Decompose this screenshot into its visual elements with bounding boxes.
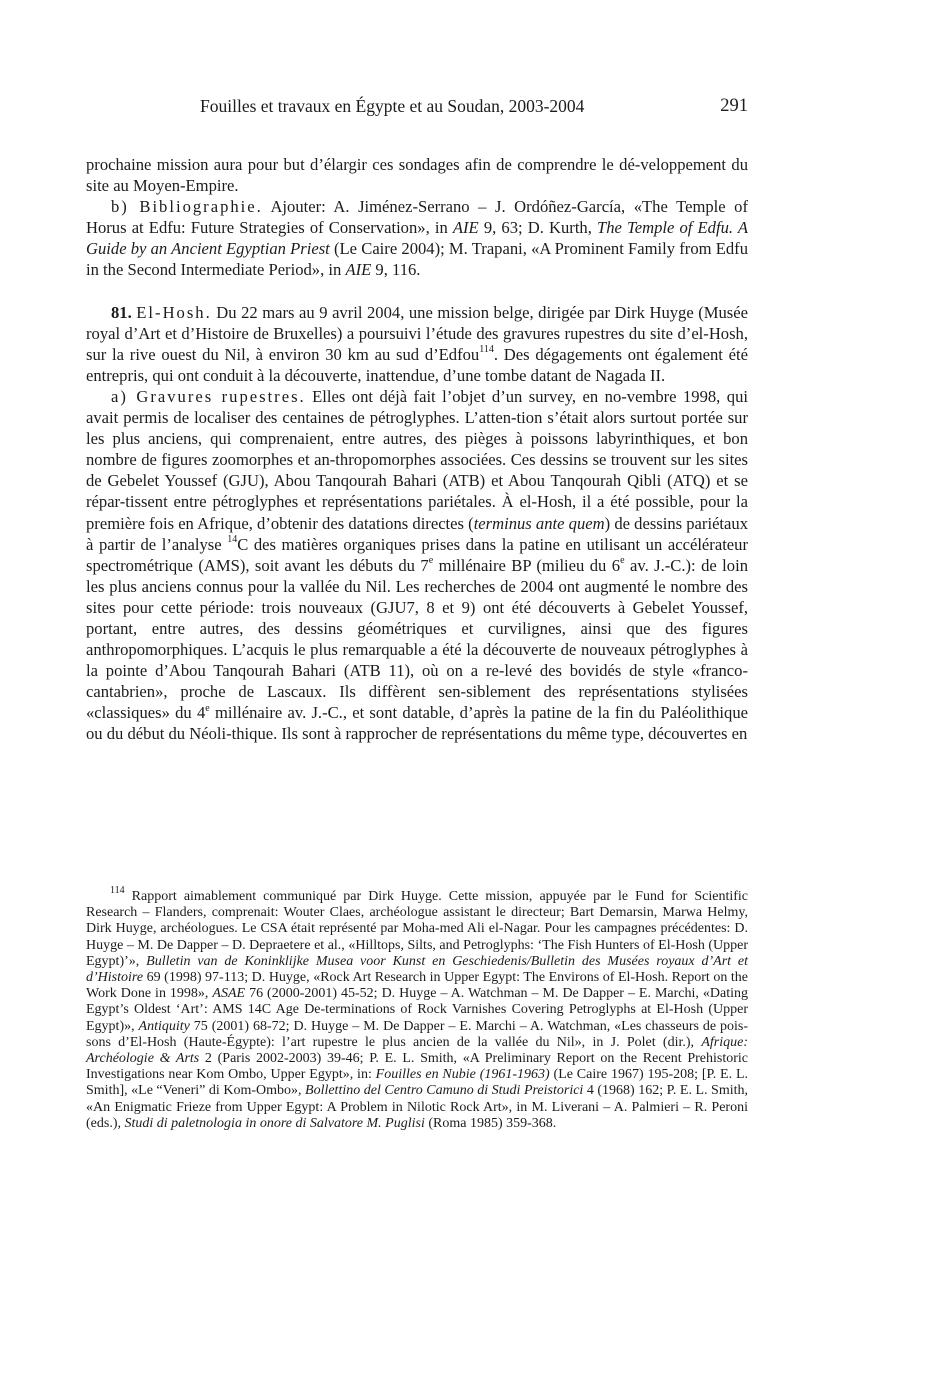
text-run: 2 (Paris 2002-2003) 39-46; P. E. L. Smith, «A Preliminary Report on the Recent Prehistoric Investigations near Kom Ombo, Upper Egypt», in: <box>86 1051 748 1083</box>
text-run: 4 (1968) 162; P. E. L. Smith, «An Enigmatic Frieze from Upper Egypt: A Problem in Nilotic Rock Art», in M. Liverani – A. Palmieri – R. Peroni (eds.), <box>86 1083 748 1131</box>
footnote <box>86 885 749 1132</box>
italic-run: Afrique: Archéologie & Arts <box>86 1034 748 1067</box>
text-run: millénaire BP (milieu du 6 <box>433 555 621 575</box>
footnote-number: 114 <box>110 885 125 897</box>
page-number: 291 <box>720 96 748 116</box>
italic-run: ASAE <box>212 986 246 1002</box>
italic-run: AIE <box>452 218 479 238</box>
subsection-label: b) Bibliographie. <box>111 197 263 217</box>
text-run: C des matières organiques prises dans la patine en utilisant un accélérateur spectrométrique (AMS), soit avant les débuts du 7 <box>86 534 748 575</box>
text-run: 75 (2001) 68-72; D. Huyge – M. De Dapper – E. Marchi – A. Watchman, «Les chasseurs de pois-sons d’El-Hosh (Haute-Égypte): l’art rupestre le plus ancien de la vallée du Nil», in J. Polet (dir.), <box>86 1018 749 1050</box>
italic-run: Studi di paletnologia in onore di Salvatore M. Puglisi <box>124 1115 425 1131</box>
text-run: Du 22 mars au 9 avril 2004, une mission belge, dirigée par Dirk Huyge (Musée royal d’Art et d’Histoire de Bruxelles) a poursuivi l’étude des gravures rupestres du site d’el-Hosh, sur la rive ouest du Nil, à environ 30 km au sud d’Edfou <box>86 302 748 364</box>
footnote-paragraph <box>86 885 749 1132</box>
italic-run: Fouilles en Nubie (1961-1963) <box>375 1067 550 1083</box>
text-run: Ajouter: A. Jiménez-Serrano – J. Ordóñez-García, «The Temple of Horus at Edfu: Future Strategies of Conservation», in <box>86 197 749 238</box>
text-run: (Roma 1985) 359-368. <box>424 1115 557 1131</box>
text-run: Rapport aimablement communiqué par Dirk Huyge. Cette mission, appuyée par le Fund for Scientific Research – Flanders, comprenait: Wouter Claes, archéologue assistant le directeur; Bart Demarsin, Marwa Helmy, Dirk Huyge, archéologues. Le CSA était représenté par Moha-med Ali el-Nagar. Pour les campagnes précédentes: D. Huyge – M. De Dapper – D. Depraetere et al., «Hilltops, Silts, and Petroglyphs: ‘The Fish Hunters of El-Hosh (Upper Egypt)’», <box>86 889 748 969</box>
bibliography-paragraph <box>86 196 748 280</box>
main-text <box>86 154 748 745</box>
italic-run: Bulletin van de Koninklijke Musea voor Kunst en Geschiedenis/Bulletin des Musées royaux d’Art et d’Histoire <box>86 953 749 986</box>
section-title: El-Hosh. <box>136 302 212 322</box>
superscript: e <box>428 555 434 567</box>
text-run: ) de dessins pariétaux à partir de l’analyse <box>86 513 748 554</box>
text-run: 69 (1998) 97-113; D. Huyge, «Rock Art Research in Upper Egypt: The Environs of El-Hosh. Report on the Work Done in 1998», <box>86 970 748 1002</box>
text-run: Elles ont déjà fait l’objet d’un survey, en no-vembre 1998, qui avait permis de localiser des centaines de pétroglyphes. L’atten-tion s’était alors surtout portée sur les plus anciens, qui comprenaient, entre autres, des pièges à poissons labyrinthiques, et bon nombre de figures zoomorphes et an-thropomorphes associées. Ces dessins se trouvent sur les sites de Gebelet Youssef (GJU), Abou Tanqourah Bahari (ATB) et Abou Tanqourah Qibli (ATQ) et se répar-tissent entre pétroglyphes et représentations pariétales. À el-Hosh, il a été possible, pour la première fois en Afrique, d’obtenir des datations directes ( <box>86 386 748 533</box>
text-run: 76 (2000-2001) 45-52; D. Huyge – A. Watchman – M. De Dapper – E. Marchi, «Dating Egypt’s Oldest ‘Art’: AMS 14C Age De-terminations of Rock Varnishes Covering Petroglyphs at El-Hosh (Upper Egypt)», <box>86 986 748 1034</box>
italic-run: Antiquity <box>138 1018 190 1034</box>
italic-run: Bollettino del Centro Camuno di Studi Preistorici <box>305 1083 584 1099</box>
text-run: 9, 63; D. Kurth, <box>478 218 598 238</box>
paragraph <box>86 154 748 196</box>
superscript: 14 <box>227 534 238 546</box>
superscript: e <box>620 555 625 567</box>
section-number: 81. <box>111 302 132 322</box>
italic-run: The Temple of Edfu. A Guide by an Ancient Egyptian Priest <box>86 218 748 259</box>
text-run: 9, 116. <box>371 260 421 280</box>
running-title: Fouilles et travaux en Égypte et au Soudan, 2003-2004 <box>200 96 585 116</box>
section-paragraph <box>86 302 748 386</box>
italic-run: AIE <box>345 260 372 280</box>
paragraph-text: prochaine mission aura pour but d’élargir ces sondages afin de comprendre le dé-veloppement du site au Moyen-Empire. <box>86 155 748 196</box>
italic-run: terminus ante quem <box>473 513 605 533</box>
text-run: (Le Caire 2004); M. Trapani, «A Prominent Family from Edfu in the Second Intermediate Period», in <box>86 239 748 280</box>
text-run: av. J.-C.): de loin les plus anciens connus pour la vallée du Nil. Les recherches de 2004 ont augmenté le nombre des sites pour cette période: trois nouveaux (GJU7, 8 et 9) ont été découverts à Gebelet Youssef, portant, entre autres, des dessins géométriques et curvilignes, ainsi que des figures anthropomorphiques. L’acquis le plus remarquable a été la découverte de nouveaux pétroglyphes à la pointe d’Abou Tanqourah Bahari (ATB 11), où on a re-levé des bovidés de style «franco-cantabrien», proche de Lascaux. Ils diffèrent sen-siblement des représentations stylisées «classiques» du 4 <box>86 555 748 723</box>
paragraph <box>86 386 748 745</box>
footnote-ref: 114 <box>479 344 494 356</box>
running-header <box>86 96 748 124</box>
subsection-label: a) Gravures rupestres. <box>111 386 306 406</box>
text-run: millénaire av. J.-C., et sont datable, d’après la patine de la fin du Paléolithique ou du début du Néoli-thique. Ils sont à rapprocher de représentations du même type, découvertes en <box>86 703 748 744</box>
text-run: . Des dégagements ont également été entrepris, qui ont conduit à la découverte, inattendue, d’une tombe datant de Nagada II. <box>86 344 749 385</box>
text-run: (Le Caire 1967) 195-208; [P. E. L. Smith], «Le “Veneri” di Kom-Ombo», <box>86 1067 748 1099</box>
superscript: e <box>205 702 210 714</box>
